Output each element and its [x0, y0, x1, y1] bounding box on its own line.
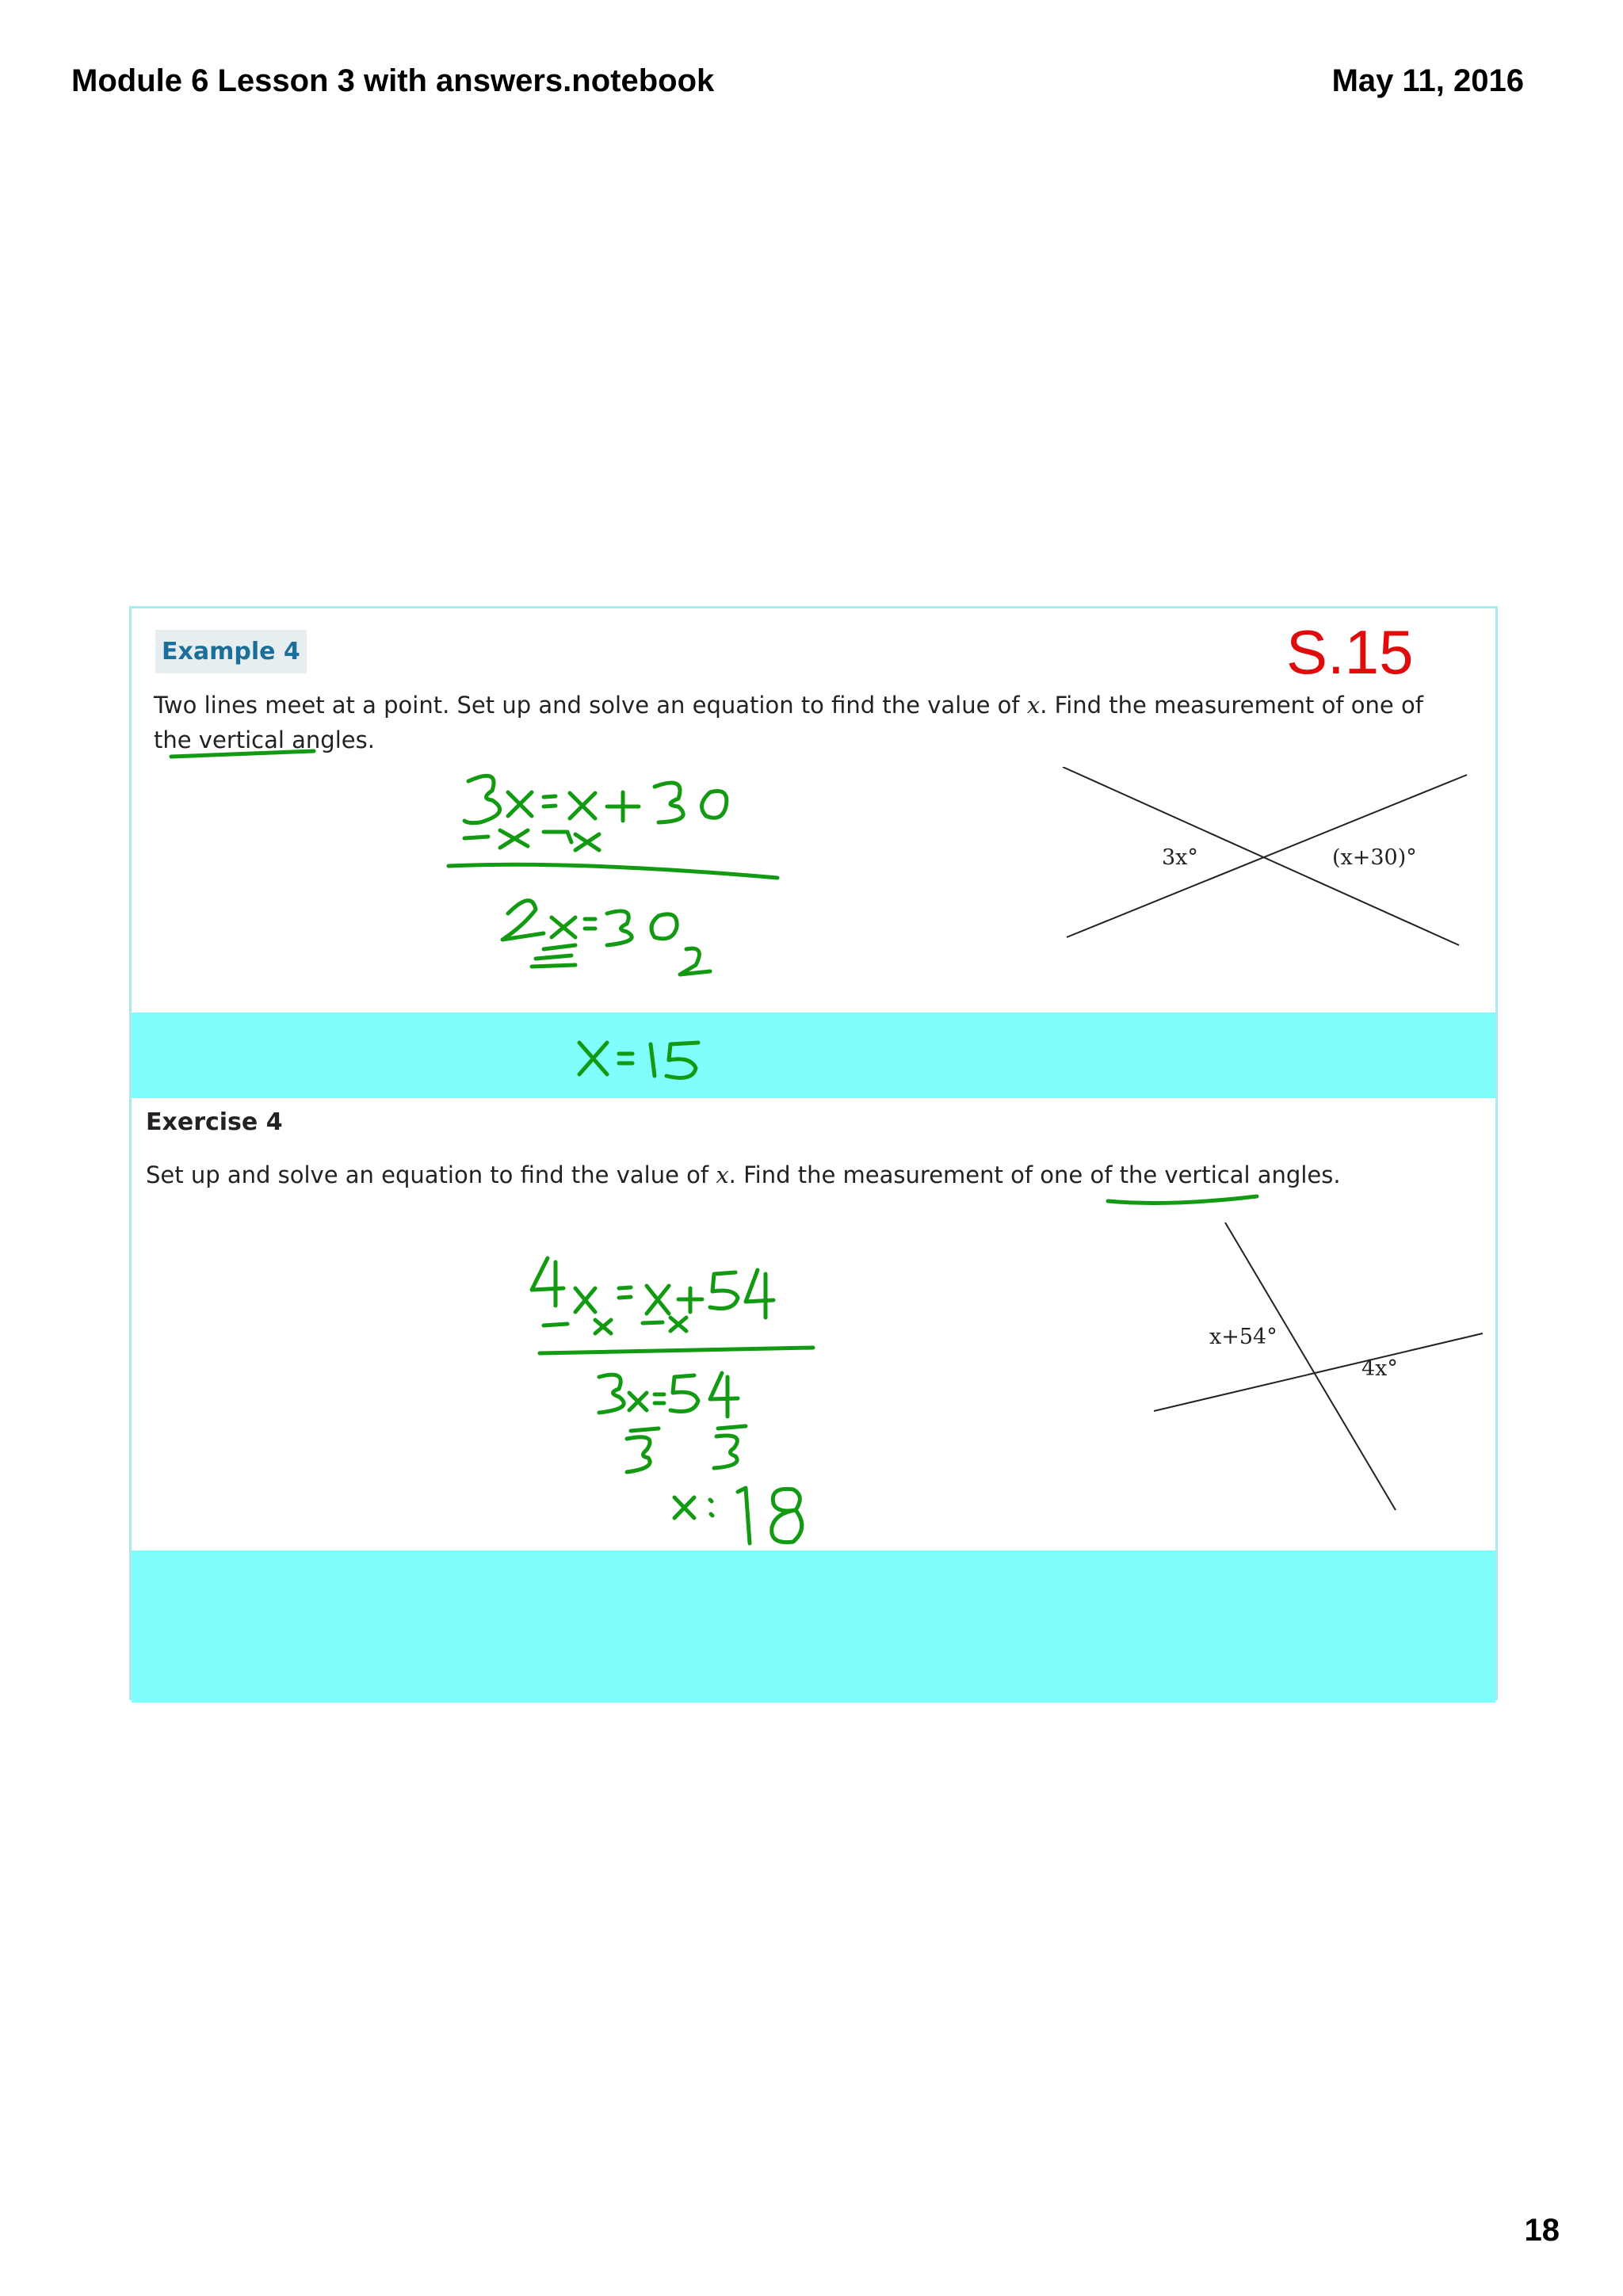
- example-prompt: [154, 688, 1461, 757]
- slide-id-annotation: S.15: [1286, 617, 1414, 687]
- exercise-label: Exercise 4: [146, 1108, 283, 1136]
- example-prompt-text-2: . Find the measurement of one of the vertical angles.: [154, 692, 1423, 753]
- answer-band-exercise: [132, 1550, 1495, 1703]
- ink-exercise-line-2: [544, 1318, 686, 1333]
- ink-example-line-3: [502, 901, 677, 945]
- angle-label-right: (x+30)°: [1332, 845, 1417, 870]
- exercise-prompt: [146, 1158, 1453, 1192]
- example-vertical-angles-figure: [1059, 767, 1479, 989]
- exercise-prompt-text-1: Set up and solve an equation to find the value of: [146, 1161, 716, 1188]
- ink-exercise-rule: [540, 1348, 813, 1353]
- ink-example-line-2: [464, 830, 599, 850]
- ink-example-line-4: [532, 945, 710, 974]
- ink-exercise-line-1: [532, 1258, 773, 1318]
- document-date: May 11, 2016: [1331, 63, 1524, 98]
- example-prompt-text-1: Two lines meet at a point. Set up and solve an equation to find the value of: [154, 692, 1027, 719]
- slide-page: [129, 606, 1498, 1700]
- answer-band-example: [132, 1013, 1495, 1098]
- angle-label-left: x+54°: [1209, 1325, 1277, 1349]
- ink-example-rule: [449, 864, 777, 878]
- angle-label-right: 4x°: [1361, 1356, 1398, 1381]
- example-label: Example 4: [155, 630, 307, 673]
- exercise-variable: x: [716, 1161, 729, 1188]
- ink-exercise-line-5: [674, 1488, 802, 1543]
- ink-exercise-line-3: [599, 1373, 738, 1417]
- angle-label-left: 3x°: [1162, 845, 1198, 870]
- exercise-prompt-text-2: . Find the measurement of one of the vertical angles.: [728, 1161, 1341, 1188]
- ink-exercise-line-4: [627, 1426, 746, 1472]
- ink-example-line-1: [464, 776, 727, 822]
- exercise-vertical-angles-figure: [1154, 1222, 1495, 1524]
- example-variable: x: [1026, 692, 1041, 719]
- ink-underline-exercise: [1108, 1196, 1257, 1203]
- figure-line-2: [1154, 1333, 1483, 1411]
- page-number: 18: [1524, 2213, 1560, 2248]
- document-title: Module 6 Lesson 3 with answers.notebook: [71, 63, 715, 98]
